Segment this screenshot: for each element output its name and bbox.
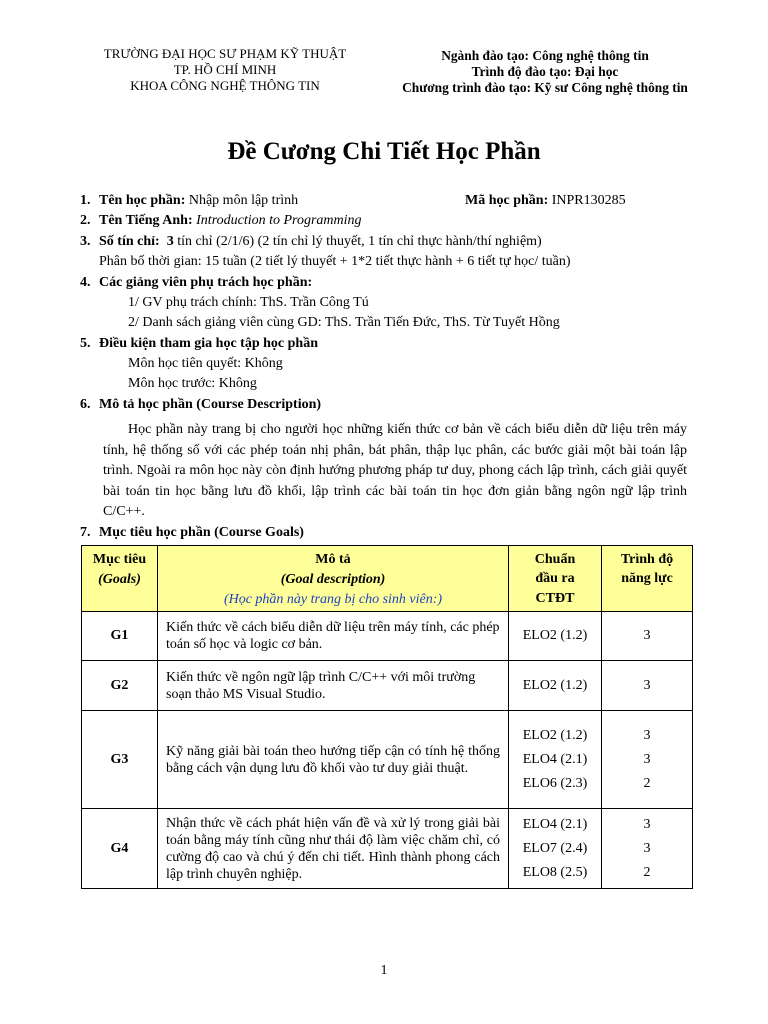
prerequisites-label: Điều kiện tham gia học tập học phần <box>99 336 318 351</box>
english-name-label: Tên Tiếng Anh: <box>99 213 193 228</box>
university-city: TP. HỒ CHÍ MINH <box>173 62 277 77</box>
document-title: Đề Cương Chi Tiết Học Phần <box>227 138 541 165</box>
prerequisite-course: Môn học tiên quyết: Không <box>128 356 283 371</box>
credits-number: 3 <box>166 234 174 249</box>
goals-label: Mục tiêu học phần (Course Goals) <box>99 525 304 540</box>
section-course-name: 1. Tên học phần: Nhập môn lập trình <box>80 193 299 208</box>
section-english-name: 2. Tên Tiếng Anh: Introduction to Programming <box>80 213 362 228</box>
goal-id: G2 <box>82 661 158 711</box>
course-name-label: Tên học phần: <box>99 193 186 208</box>
goal-level: 3 3 2 <box>602 711 693 809</box>
table-row <box>82 711 693 809</box>
time-allocation: Phân bố thời gian: 15 tuần (2 tiết lý thuyết + 1*2 tiết thực hành + 6 tiết tự học/ tuần) <box>99 254 571 269</box>
goal-description: Kiến thức về ngôn ngữ lập trình C/C++ với môi trường soạn thảo MS Visual Studio. <box>158 661 509 711</box>
english-name-value: Introduction to Programming <box>192 213 362 228</box>
goal-id: G3 <box>82 711 158 809</box>
section-goals: 7. Mục tiêu học phần (Course Goals) <box>80 525 304 540</box>
lecturer-main: 1/ GV phụ trách chính: ThS. Trần Công Tú <box>128 295 369 310</box>
goal-level: 3 3 2 <box>602 809 693 889</box>
table-header-row <box>82 546 693 612</box>
program-major: Ngành đào tạo: Công nghệ thông tin <box>441 48 649 63</box>
table-row <box>82 661 693 711</box>
goal-elo: ELO4 (2.1) ELO7 (2.4) ELO8 (2.5) <box>509 809 602 889</box>
course-name-value: Nhập môn lập trình <box>185 193 299 208</box>
goals-table <box>81 545 693 889</box>
university-header <box>80 46 370 94</box>
goal-description: Kỹ năng giải bài toán theo hướng tiếp cận có tính hệ thống bằng cách vận dụng lưu đồ khối vào tư duy giải thuật. <box>158 711 509 809</box>
section-course-code <box>465 192 626 210</box>
program-level: Trình độ đào tạo: Đại học <box>471 64 619 79</box>
credits-detail: tín chỉ (2/1/6) (2 tín chỉ lý thuyết, 1 tín chỉ thực hành/thí nghiệm) <box>173 234 542 249</box>
university-name: TRƯỜNG ĐẠI HỌC SƯ PHẠM KỸ THUẬT <box>103 46 347 61</box>
table-row <box>82 809 693 889</box>
goal-elo: ELO2 (1.2) ELO4 (2.1) ELO6 (2.3) <box>509 711 602 809</box>
header-description: Mô tả (Goal description) (Học phần này trang bị cho sinh viên:) <box>158 546 509 612</box>
lecturer-list: 2/ Danh sách giảng viên cùng GD: ThS. Trần Tiến Đức, ThS. Từ Tuyết Hồng <box>128 315 560 330</box>
course-code-value: INPR130285 <box>548 193 626 208</box>
faculty-name: KHOA CÔNG NGHỆ THÔNG TIN <box>130 78 320 93</box>
header-elo: Chuẩn đầu ra CTĐT <box>509 546 602 612</box>
program-name: Chương trình đào tạo: Kỹ sư Công nghệ thông tin <box>402 80 688 95</box>
table-row <box>82 612 693 661</box>
section-credits: 3. Số tín chỉ: 3 tín chỉ (2/1/6) (2 tín chỉ lý thuyết, 1 tín chỉ thực hành/thí nghiệm) <box>80 234 542 249</box>
goal-id: G4 <box>82 809 158 889</box>
course-description-text: Học phần này trang bị cho người học những kiến thức cơ bản về cách biểu diễn dữ liệu trên máy tính, hệ thống số với các phép toán nhị phân, bát phân, thập lục phân, các bước giải một bài toán lập trình. Ngoài ra môn học này còn định hướng phương pháp tư duy, phong cách lập trình, cách giải quyết bài toán tin học bằng lưu đồ khối, lập trình các bài toán tin học đơn giản bằng ngôn ngữ lập trình C/C++. <box>103 422 687 519</box>
goal-description: Nhận thức về cách phát hiện vấn đề và xử lý trong giải bài toán bằng máy tính cũng như thái độ làm việc chăm chỉ, có cường độ cao và chú ý đến chi tiết. Hình thành phong cách lập trình chuyên nghiệp. <box>158 809 509 889</box>
goal-id: G1 <box>82 612 158 661</box>
lecturers-label: Các giảng viên phụ trách học phần: <box>99 275 313 290</box>
goal-elo: ELO2 (1.2) <box>509 661 602 711</box>
header-competency: Trình độ năng lực <box>602 546 693 612</box>
header-note: (Học phần này trang bị cho sinh viên:) <box>223 592 443 607</box>
goal-level: 3 <box>602 661 693 711</box>
section-lecturers: 4. Các giảng viên phụ trách học phần: <box>80 275 313 290</box>
page-number: 1 <box>380 963 388 978</box>
goal-elo: ELO2 (1.2) <box>509 612 602 661</box>
goal-level: 3 <box>602 612 693 661</box>
section-description: 6. Mô tả học phần (Course Description) <box>80 397 322 412</box>
header-goals: Mục tiêu (Goals) <box>82 546 158 612</box>
program-header <box>375 48 715 96</box>
goal-description: Kiến thức về cách biểu diễn dữ liệu trên máy tính, các phép toán số học và logic cơ bản. <box>158 612 509 661</box>
section-prerequisites: 5. Điều kiện tham gia học tập học phần <box>80 336 318 351</box>
course-code-label: Mã học phần: <box>465 193 549 208</box>
description-label: Mô tả học phần (Course Description) <box>99 397 322 412</box>
previous-course: Môn học trước: Không <box>128 376 257 391</box>
credits-label: Số tín chỉ: <box>99 234 160 249</box>
